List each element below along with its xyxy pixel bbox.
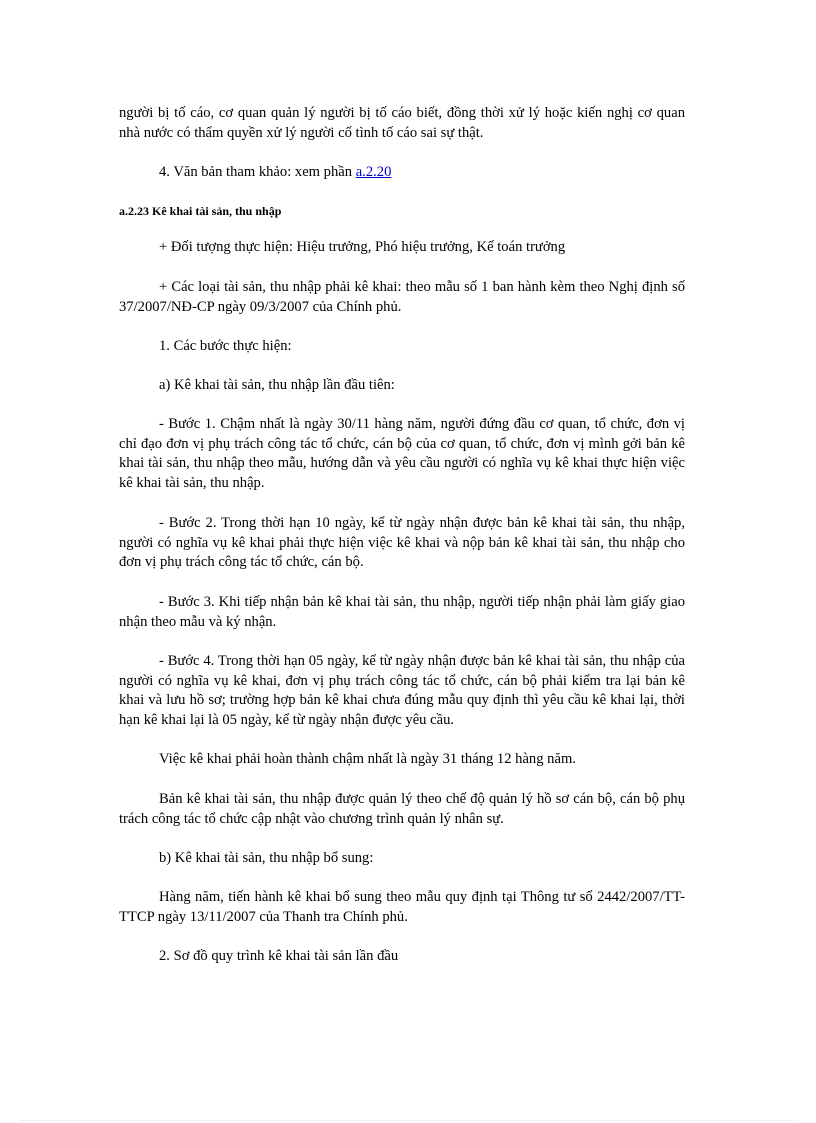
paragraph-step-3: - Bước 3. Khi tiếp nhận bản kê khai tài sản, thu nhập, người tiếp nhận phải làm giấy giao nhận theo mẫu và ký nhận. <box>119 594 685 630</box>
section-heading: a.2.23 Kê khai tài sản, thu nhập <box>119 204 282 218</box>
reference-text: 4. Văn bản tham khảo: xem phần <box>159 164 356 180</box>
reference-link[interactable]: a.2.20 <box>355 164 392 180</box>
paragraph-annual: Hàng năm, tiến hành kê khai bổ sung theo mẫu quy định tại Thông tư số 2442/2007/TT-TTCP ngày 13/11/2007 của Thanh tra Chính phủ. <box>119 889 685 925</box>
paragraph-continuation: người bị tố cáo, cơ quan quản lý người bị tố cáo biết, đồng thời xử lý hoặc kiến nghị cơ quan nhà nước có thẩm quyền xử lý người cố tình tố cáo sai sự thật. <box>119 105 685 141</box>
paragraph-steps-title: 1. Các bước thực hiện: <box>159 338 292 354</box>
paragraph-asset-types: + Các loại tài sản, thu nhập phải kê khai: theo mẫu số 1 ban hành kèm theo Nghị định số 37/2007/NĐ-CP ngày 09/3/2007 của Chính phủ. <box>119 279 685 315</box>
paragraph-step-4: - Bước 4. Trong thời hạn 05 ngày, kể từ ngày nhận được bản kê khai tài sản, thu nhập của người có nghĩa vụ kê khai, đơn vị phụ trách công tác tổ chức, cán bộ phải kiểm tra lại bản kê khai và lưu hồ sơ; trường hợp bản kê khai chưa đúng mẫu quy định thì yêu cầu kê khai lại, thời hạn kê khai lại là 05 ngày, kể từ ngày nhận được yêu cầu. <box>119 653 685 728</box>
paragraph-management: Bản kê khai tài sản, thu nhập được quản lý theo chế độ quản lý hồ sơ cán bộ, cán bộ phụ trách công tác tổ chức cập nhật vào chương trình quản lý nhân sự. <box>119 791 685 827</box>
paragraph-supplementary: b) Kê khai tài sản, thu nhập bổ sung: <box>159 850 374 866</box>
paragraph-diagram-title: 2. Sơ đồ quy trình kê khai tài sản lần đầu <box>159 948 399 964</box>
paragraph-reference <box>119 163 685 183</box>
paragraph-step-1: - Bước 1. Chậm nhất là ngày 30/11 hàng năm, người đứng đầu cơ quan, tổ chức, đơn vị chỉ đạo đơn vị phụ trách công tác tổ chức, cán bộ của cơ quan, tổ chức, đơn vị mình gởi bản kê khai tài sản, thu nhập theo mẫu, hướng dẫn và yêu cầu người có nghĩa vụ kê khai thực hiện việc kê khai tài sản, thu nhập. <box>119 416 685 491</box>
paragraph-step-2: - Bước 2. Trong thời hạn 10 ngày, kể từ ngày nhận được bản kê khai tài sản, thu nhập, người có nghĩa vụ kê khai phải thực hiện việc kê khai và nộp bản kê khai tài sản, thu nhập cho đơn vị phụ trách công tác tổ chức, cán bộ. <box>119 515 685 570</box>
paragraph-subjects: + Đối tượng thực hiện: Hiệu trưởng, Phó hiệu trưởng, Kế toán trưởng <box>159 239 566 255</box>
page-bottom-divider <box>20 1120 796 1121</box>
paragraph-first-declaration: a) Kê khai tài sản, thu nhập lần đầu tiên: <box>159 377 395 393</box>
paragraph-deadline: Việc kê khai phải hoàn thành chậm nhất là ngày 31 tháng 12 hàng năm. <box>159 751 576 767</box>
